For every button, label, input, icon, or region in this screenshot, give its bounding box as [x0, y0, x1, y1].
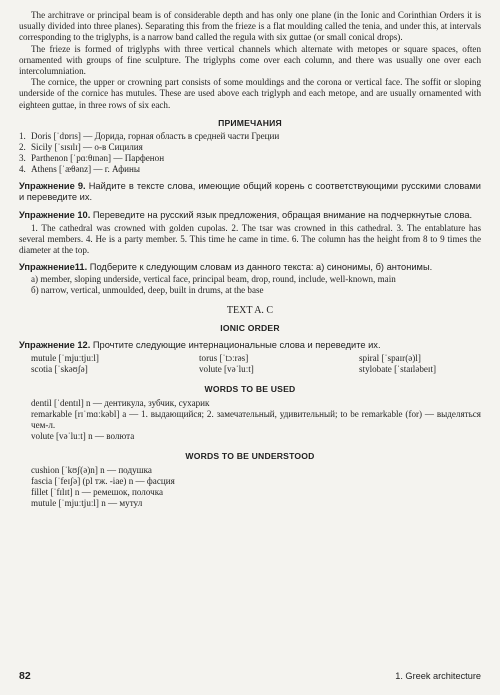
exercise-10-label: Упражнение 10.	[19, 210, 91, 221]
note-item: 3. Parthenon [ˈpɑːθɪnən] — Парфенон	[19, 152, 165, 163]
vocab-item: fascia [ˈfeɪʃə] (pl тж. -iae) n — фасция	[31, 475, 175, 486]
vocab-item: dentil [ˈdentɪl] n — дентикула, зубчик, сухарик	[31, 397, 210, 408]
exercise-12: Упражнение 12. Прочтите следующие интернациональные слова и переведите их.	[19, 340, 381, 351]
note-item: 2. Sicily [ˈsɪsɪlɪ] — о-в Сицилия	[19, 141, 143, 152]
words-understood-list	[19, 465, 481, 509]
vocab-item: mutule [ˈmjuːtjuːl] n — мутул	[31, 497, 143, 508]
exercise-12-label: Упражнение 12.	[19, 340, 91, 351]
word-item: volute [vəˈluːt]	[199, 363, 254, 374]
page-content	[19, 10, 481, 509]
notes-list	[19, 131, 481, 175]
word-item: spiral [ˈspaɪr(ə)l]	[359, 352, 421, 363]
vocab-item: fillet [ˈfɪlɪt] n — ремешок, полочка	[31, 486, 164, 497]
paragraph-architrave: The architrave or principal beam is of considerable depth and has only one plane (in the Ionic and Corinthian Orders it is usually divided into three planes). Separating this from the frieze is a flat moulding called the tenia, and under this, at intervals corresponding to the triglyphs, is a narrow band called the regula with six guttae (or small conical drops).	[19, 10, 481, 43]
paragraph-cornice: The cornice, the upper or crowning part consists of some mouldings and the corona or vertical face. The soffit or sloping underside of the cornice has mutules. These are used above each triglyph and each metope, and are usually ornamented with eighteen guttae, in three rows of six each.	[19, 77, 481, 110]
exercise-11-words-b: б) narrow, vertical, unmoulded, deep, built in drums, at the base	[31, 285, 264, 296]
word-item: torus [ˈtɔːrəs]	[199, 352, 249, 363]
paragraph-frieze: The frieze is formed of triglyphs with three vertical channels which alternate with metopes or square spaces, often ornamented with groups of fine sculpture. The triglyphs come over each column, and there was usually one over each intercolumniation.	[19, 43, 481, 77]
exercise-11-label: Упражнение11.	[19, 262, 88, 273]
note-item: 1. Doris [ˈdɒrɪs] — Дорида, горная область в средней части Греции	[19, 130, 280, 141]
vocab-item: cushion [ˈkʊʃ(ə)n] n — подушка	[31, 464, 152, 475]
ionic-order-heading: IONIC ORDER	[220, 323, 280, 334]
exercise-10: Упражнение 10. Переведите на русский язык предложения, обращая внимание на подчеркнутые слова.	[19, 210, 473, 221]
words-understood-heading: WORDS TO BE UNDERSTOOD	[185, 450, 315, 461]
note-item: 4. Athens [ˈæθənz] — г. Афины	[19, 163, 141, 174]
notes-heading: ПРИМЕЧАНИЯ	[218, 117, 282, 128]
vocab-item: volute [vəˈluːt] n — волюта	[31, 430, 135, 441]
exercise-11-words-a: a) member, sloping underside, vertical face, principal beam, drop, round, include, well-known, main	[31, 273, 396, 284]
page-number: 82	[19, 670, 31, 682]
text-ac-title: TEXT A. C	[226, 305, 274, 317]
page-footer	[19, 670, 481, 682]
words-used-list	[19, 398, 481, 442]
exercise-10-sentences: 1. The cathedral was crowned with golden cupolas. 2. The tsar was crowned in this cathedral. 3. The entablature has several members. 4. He is a party member. 5. This time he came in time. 6. The column has the height from 8 to 9 times the diameter at the top.	[19, 222, 481, 256]
words-used-heading: WORDS TO BE USED	[204, 383, 296, 394]
chapter-title: 1. Greek architecture	[395, 671, 481, 681]
exercise-9-label: Упражнение 9.	[19, 180, 86, 191]
word-item: scotia [ˈskəʊʃə]	[31, 363, 88, 374]
exercise-12-words	[19, 353, 481, 375]
word-item: mutule [ˈmjuːtjuːl]	[31, 352, 99, 363]
exercise-9: Упражнение 9. Найдите в тексте слова, имеющие общий корень с соответствующими русскими словами и переведите их.	[19, 180, 482, 203]
exercise-11: Упражнение11. Подберите к следующим словам из данного текста: а) синонимы, б) антонимы.	[19, 262, 433, 273]
vocab-item: remarkable [rɪˈmɑːkəbl] a — 1. выдающийся; 2. замечательный, удивительный; to be remarkable (for) — выделяться чем-л.	[31, 408, 481, 430]
word-item: stylobate [ˈstaɪləbeɪt]	[359, 363, 437, 374]
